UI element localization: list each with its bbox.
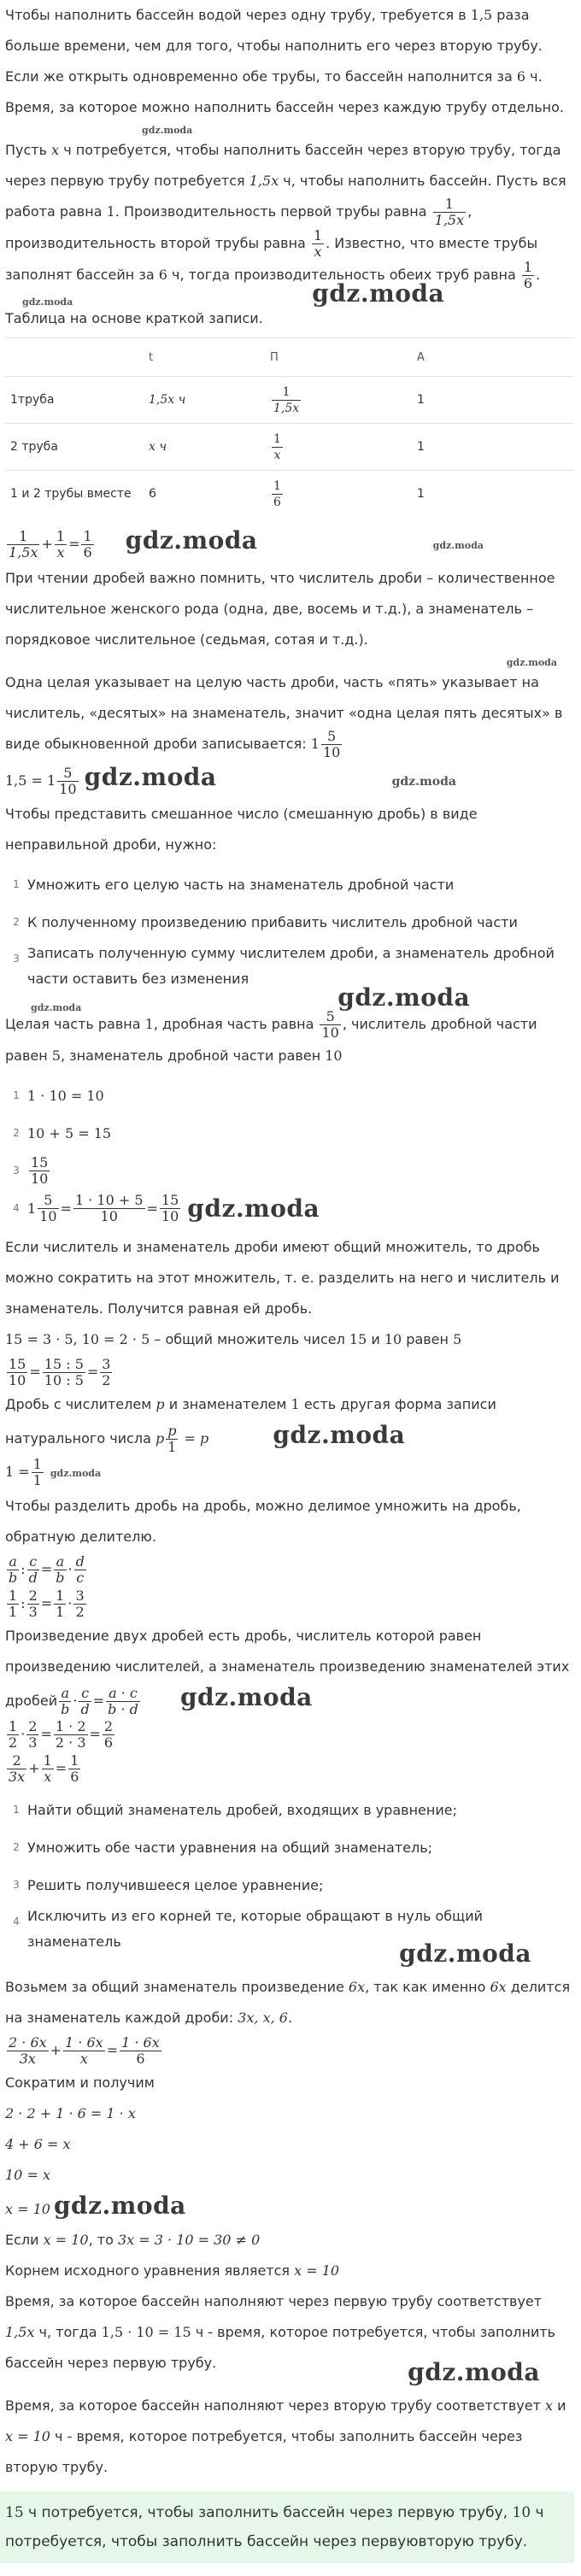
list-item: 4 1 $\frac{5}{10}$ = $\frac{1 \cdot 10 + 5}{10}$ = $\frac{15}{10}$ gdz.moda [13,1191,320,1224]
solve-step-3: 10 = x [5,2167,50,2183]
table-header: t [144,338,265,377]
mixed-equality: 1,5 = 1 $\frac{5}{10}$ gdz.moda gdz.moda [5,763,456,797]
watermark-big: gdz.moda [408,2358,540,2386]
calc-steps [5,1077,574,1227]
watermark-big: gdz.moda [337,983,471,1012]
product-rule: Произведение двух дробей есть дробь, числитель которой равен произведению числителей, а знаменатель произведению знаменателей этих дробей $\frac{a}{b}$ · $\frac{c}{d}$ = $\frac{a \cdot c}{b \cdot d}$ gdz.moda [5,1628,570,1717]
data-table [5,337,574,517]
steps-list-1 [5,866,574,992]
watermark-big: gdz.moda [84,763,217,791]
table-row: 2 труба x ч $\frac{1}{x}$ 1 [5,424,574,471]
watermark-small: gdz.moda [432,540,484,551]
watermark-big: gdz.moda [125,526,258,555]
solve-step-1: 2 · 2 + 1 · 6 = 1 · x [5,2105,136,2121]
list-item: 3 Записать полученную сумму числителем дроби, а знаменатель дробной части оставить без изменения [13,945,555,987]
watermark-big: gdz.moda [179,1683,313,1711]
list-item: 1 Умножить его целую часть на знаменатель дробной части [13,876,455,893]
fraction-equation: $\frac{2}{3x}$ + $\frac{1}{x}$ = $\frac{1}{6}$ [9,1752,79,1785]
theory-mixed: Одна целая указывает на целую часть дроби, часть «пять» указывает на числитель, «десятых» на знаменатель, значит «одна целая пять десятых» в виде обыкновенной дроби записывается: 1 $\frac{5}{10}$ [5,674,563,760]
division-example: $\frac{1}{1}$ : $\frac{2}{3}$ = $\frac{1}{1}$ · $\frac{3}{2}$ [9,1587,85,1620]
common-denominator: Возьмем за общий знаменатель произведение 6x, так как именно 6x делится на знаменатель каждой дроби: 3x, x, 6. [5,1979,571,2026]
root-result: Корнем исходного уравнения является x = 10 [5,2262,340,2279]
list-item: 1 1 · 10 = 10 [13,1087,104,1104]
product-example: $\frac{1}{2}$ · $\frac{2}{3}$ = $\frac{1 \cdot 2}{2 \cdot 3}$ = $\frac{2}{6}$ [9,1718,114,1751]
watermark-big: gdz.moda [399,1939,531,1968]
watermark-small: gdz.moda [506,657,557,668]
main-equation: $\frac{1}{1,5x}$ + $\frac{1}{x}$ = $\frac{1}{6}$ gdz.moda gdz.moda [9,526,484,560]
natural-example: 1 = $\frac{1}{1}$ gdz.moda [5,1456,102,1488]
first-pipe-time: Время, за которое бассейн наполняют через первую трубу соответствует 1,5x ч, тогда 1,5 · 10 = 15 ч - время, которое потребуется, чтобы заполнить бассейн через первую трубу. [5,2293,556,2371]
theory-reading: При чтении дробей важно помнить, что числитель дроби – количественное числительное женского рода (одна, две, восемь и т.д.), а знаменатель – порядковое числительное (седьмая, сотая и т.д.). [5,570,555,648]
mixed-parts: Целая часть равна 1, дробная часть равна $\frac{5}{10}$ , числитель дробной части равен 5, знаменатель дробной части равен 10 [5,1008,537,1064]
watermark-big: gdz.moda [273,1421,406,1449]
list-item: 3 $\frac{15}{10}$ [13,1153,49,1187]
list-item: 3 Решить получившееся целое уравнение; [13,1876,324,1893]
watermark-big: gdz.moda [312,279,445,308]
watermark-small: gdz.moda [50,1468,102,1479]
watermark-big: gdz.moda [53,2192,186,2220]
division-rule: Чтобы разделить дробь на дробь, можно делимое умножить на дробь, обратную делителю. [5,1498,521,1545]
list-item: 2 10 + 5 = 15 [13,1124,112,1141]
table-header: П [265,338,412,377]
problem-statement: Чтобы наполнить бассейн водой через одну трубу, требуется в 1,5 раза больше времени, чем для того, чтобы наполнить его через вторую трубу. Если же открыть одновременно обе трубы, то бассейн наполнится за 6 ч. Время, за которое можно наполнить бассейн через каждую трубу отдельно. [5,7,565,115]
table-header: A [412,338,574,377]
watermark-small: gdz.moda [31,1002,82,1013]
multiplied-equation: $\frac{2 \cdot 6x}{3x}$ + $\frac{1 \cdot 6x}{x}$ = $\frac{1 \cdot 6x}{6}$ [9,2034,160,2067]
answer-box: 15 ч потребуется, чтобы заполнить бассейн через первую трубу, 10 ч потребуется, чтобы заполнить бассейн через первуювторую трубу. [0,2491,574,2563]
reduce-example: 15 = 3 · 5, 10 = 2 · 5 – общий множитель чисел 15 и 10 равен 5 [5,1331,462,1347]
list-item: 2 К полученному произведению прибавить числитель дробной части [13,913,518,930]
table-caption: Таблица на основе краткой записи. [5,310,263,326]
solution-intro: Пусть x ч потребуется, чтобы наполнить бассейн через вторую трубу, тогда через первую трубу потребуется 1,5x ч, чтобы наполнить бассейн. Пусть вся работа равна 1. Производительность первой трубы равна $\frac{1}{1,5x}$ , производительность второй трубы равна $\frac{1}{x}$ . Известно, что вместе трубы заполнят бассейн за 6 ч, тогда производительность обеих труб равна $\frac{1}{6}$ . [5,142,566,291]
list-item: 4 Исключить из его корней те, которые обращают в нуль общий знаменатель [13,1908,484,1950]
steps-list-2 [5,1791,574,1955]
reduce-equation: $\frac{15}{10}$ = $\frac{15 : 5}{10 : 5}$ = $\frac{3}{2}$ [9,1356,111,1388]
simplify-label: Сократим и получим [5,2074,155,2091]
watermark-small: gdz.moda [22,296,73,308]
reduce-rule: Если числитель и знаменатель дроби имеют общий множитель, то дробь можно сократить на этот множитель, т. е. разделить на него и числитель и знаменатель. Получится равная ей дробь. [5,1239,560,1317]
list-item: 1 Найти общий знаменатель дробей, входящих в уравнение; [13,1801,457,1818]
solve-step-2: 4 + 6 = x [5,2136,71,2152]
natural-number-rule: Дробь с числителем p и знаменателем 1 есть другая форма записи натурального числа p $\frac{p}{1}$ = p gdz.moda [5,1396,496,1455]
theory-improper: Чтобы представить смешанное число (смешанную дробь) в виде неправильной дроби, нужно: [5,806,478,853]
table-row: 1труба 1,5x ч $\frac{1}{1,5x}$ 1 [5,377,574,424]
list-item: 2 Умножить обе части уравнения на общий знаменатель; [13,1839,433,1856]
second-pipe-time: Время, за которое бассейн наполняют через вторую трубу соответствует x и x = 10 ч - время, которое потребуется, чтобы заполнить бассейн через вторую трубу. [5,2397,566,2475]
table-row: 1 и 2 трубы вместе 6 $\frac{1}{6}$ 1 [5,471,574,518]
watermark-small: gdz.moda [391,775,456,789]
root-check: Если x = 10, то 3x = 3 · 10 = 30 ≠ 0 [5,2232,261,2248]
solve-step-4: x = 10 gdz.moda [5,2192,186,2220]
watermark-big: gdz.moda [187,1194,320,1223]
watermark-small: gdz.moda [142,125,193,136]
division-formula: $\frac{a}{b}$ : $\frac{c}{d}$ = $\frac{a}{b}$ · $\frac{d}{c}$ [9,1553,85,1586]
table-header [5,338,144,377]
